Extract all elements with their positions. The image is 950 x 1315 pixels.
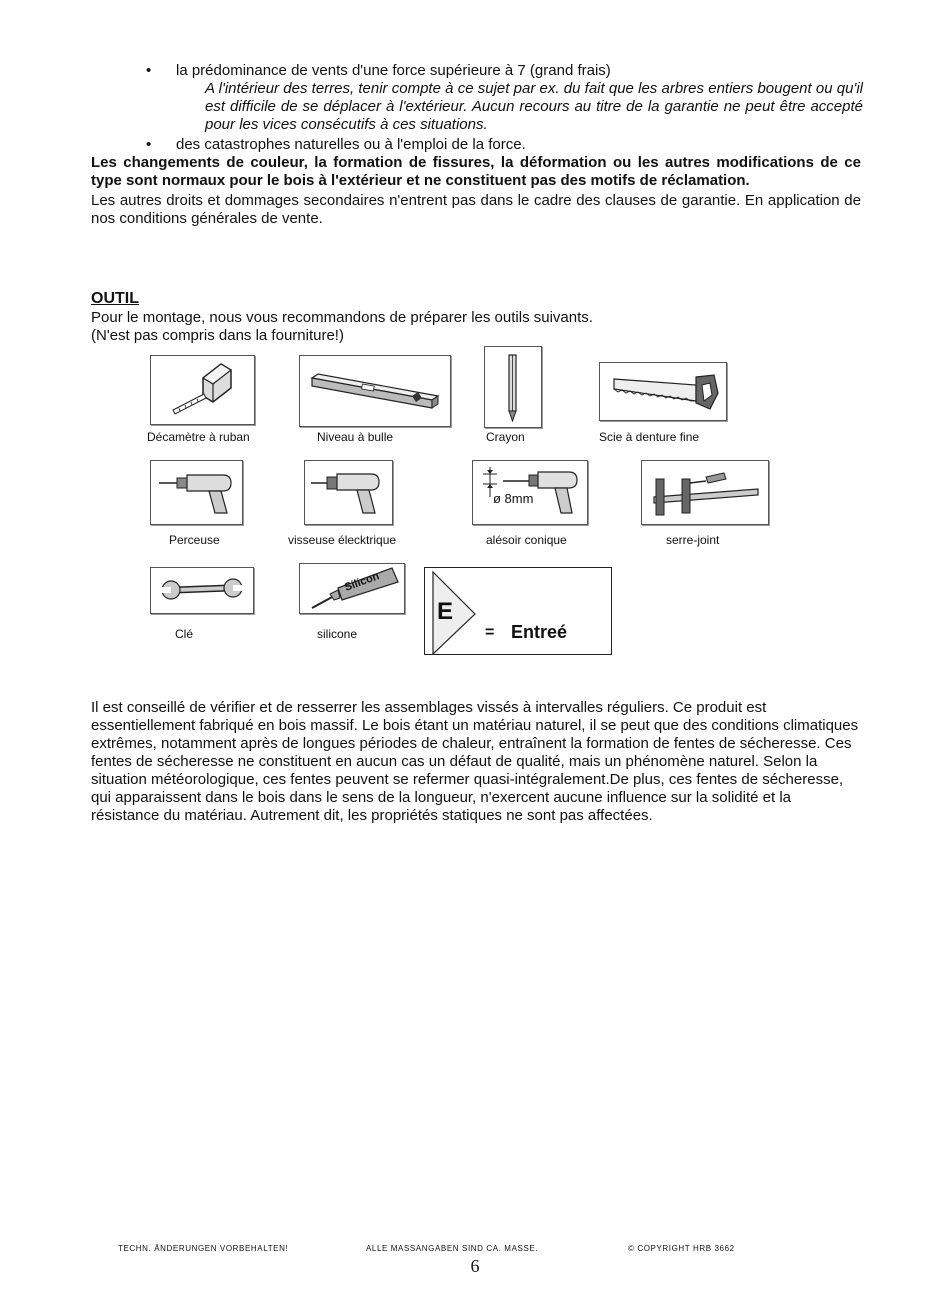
entrance-arrow-icon bbox=[425, 568, 485, 654]
tool-label: Crayon bbox=[486, 430, 525, 444]
wind-note: A l'intérieur des terres, tenir compte à ce sujet par ex. du fait que les arbres entiers bougent ou qu'il est difficile de se déplacer à l'extérieur. Aucun recours au titre de la garantie ne peut être accepté pour les vices consécutifs à ces situations. bbox=[205, 80, 863, 133]
spirit-level-icon bbox=[299, 355, 451, 427]
legend-letter: E bbox=[437, 598, 454, 625]
tool-label: Scie à denture fine bbox=[599, 430, 700, 444]
footer-right: © COPYRIGHT HRB 3662 bbox=[628, 1244, 735, 1253]
countersink-drill-icon bbox=[472, 460, 588, 525]
bullet-wind: la prédominance de vents d'une force supérieure à 7 (grand frais) bbox=[176, 62, 611, 79]
pencil-icon bbox=[484, 346, 542, 428]
tool-label: alésoir conique bbox=[486, 533, 567, 547]
warranty-paragraph: Les autres droits et dommages secondaires n'entrent pas dans le cadre des clauses de garantie. En application de nos conditions générales de vente. bbox=[91, 192, 861, 227]
outil-intro: Pour le montage, nous vous recommandons de préparer les outils suivants. bbox=[91, 309, 593, 326]
tool-label: Perceuse bbox=[169, 533, 220, 547]
page-number: 6 bbox=[470, 1256, 480, 1276]
entrance-legend bbox=[424, 567, 612, 655]
screwdriver-drill-icon bbox=[304, 460, 393, 525]
tool-label: Niveau à bulle bbox=[317, 430, 394, 444]
saw-icon bbox=[599, 362, 727, 421]
silicone-tube-icon bbox=[299, 563, 405, 614]
tool-label: Décamètre à ruban bbox=[147, 430, 250, 444]
bullet-marker: • bbox=[146, 62, 152, 79]
drill-size-label: ø 8mm bbox=[493, 491, 534, 506]
section-heading: OUTIL bbox=[91, 290, 139, 307]
footer-middle: ALLE MASSANGABEN SIND CA. MASSE. bbox=[366, 1244, 539, 1253]
silicone-brand-label: Silicon bbox=[342, 570, 381, 594]
bold-notice: Les changements de couleur, la formation de fissures, la déformation ou les autres modifications de ce type sont normaux pour le bois à l'extérieur et ne constituent pas des motifs de réclamation. bbox=[91, 154, 861, 189]
bullet-marker: • bbox=[146, 136, 152, 153]
tool-label: Clé bbox=[175, 627, 194, 641]
maintenance-paragraph: Il est conseillé de vérifier et de resserrer les assemblages vissés à intervalles réguliers. Ce produit est essentiellement fabriqué en bois massif. Le bois étant un matériau naturel, il se peut que des conditions climatiques extrêmes, notamment après de longues périodes de chaleur, entraînent la formation de fentes de sécheresse. Ces fentes de sécheresse ne constituent en aucun cas un défaut de qualité, mais un phénomène naturel. Selon la situation météorologique, ces fentes peuvent se refermer quasi-intégralement.De plus, ces fentes de sécheresse, qui apparaissent dans le bois dans le sens de la longueur, n'exercent aucune influence sur la solidité et la résistance du matériau. Autrement dit, les propriétés statiques ne sont pas affectées. bbox=[91, 699, 859, 824]
tool-label: serre-joint bbox=[666, 533, 720, 547]
legend-meaning: Entreé bbox=[511, 622, 568, 642]
footer-left: TECHN. ÄNDERUNGEN VORBEHALTEN! bbox=[118, 1244, 289, 1253]
clamp-icon bbox=[641, 460, 769, 525]
wrench-icon bbox=[150, 567, 254, 614]
outil-note: (N'est pas compris dans la fourniture!) bbox=[91, 327, 344, 344]
tape-measure-icon bbox=[150, 355, 255, 425]
legend-equals: = bbox=[485, 624, 495, 641]
drill-icon bbox=[150, 460, 243, 525]
tool-label: visseuse élecktrique bbox=[288, 533, 397, 547]
tool-label: silicone bbox=[317, 627, 358, 641]
bullet-catastrophes: des catastrophes naturelles ou à l'emploi de la force. bbox=[176, 136, 526, 153]
